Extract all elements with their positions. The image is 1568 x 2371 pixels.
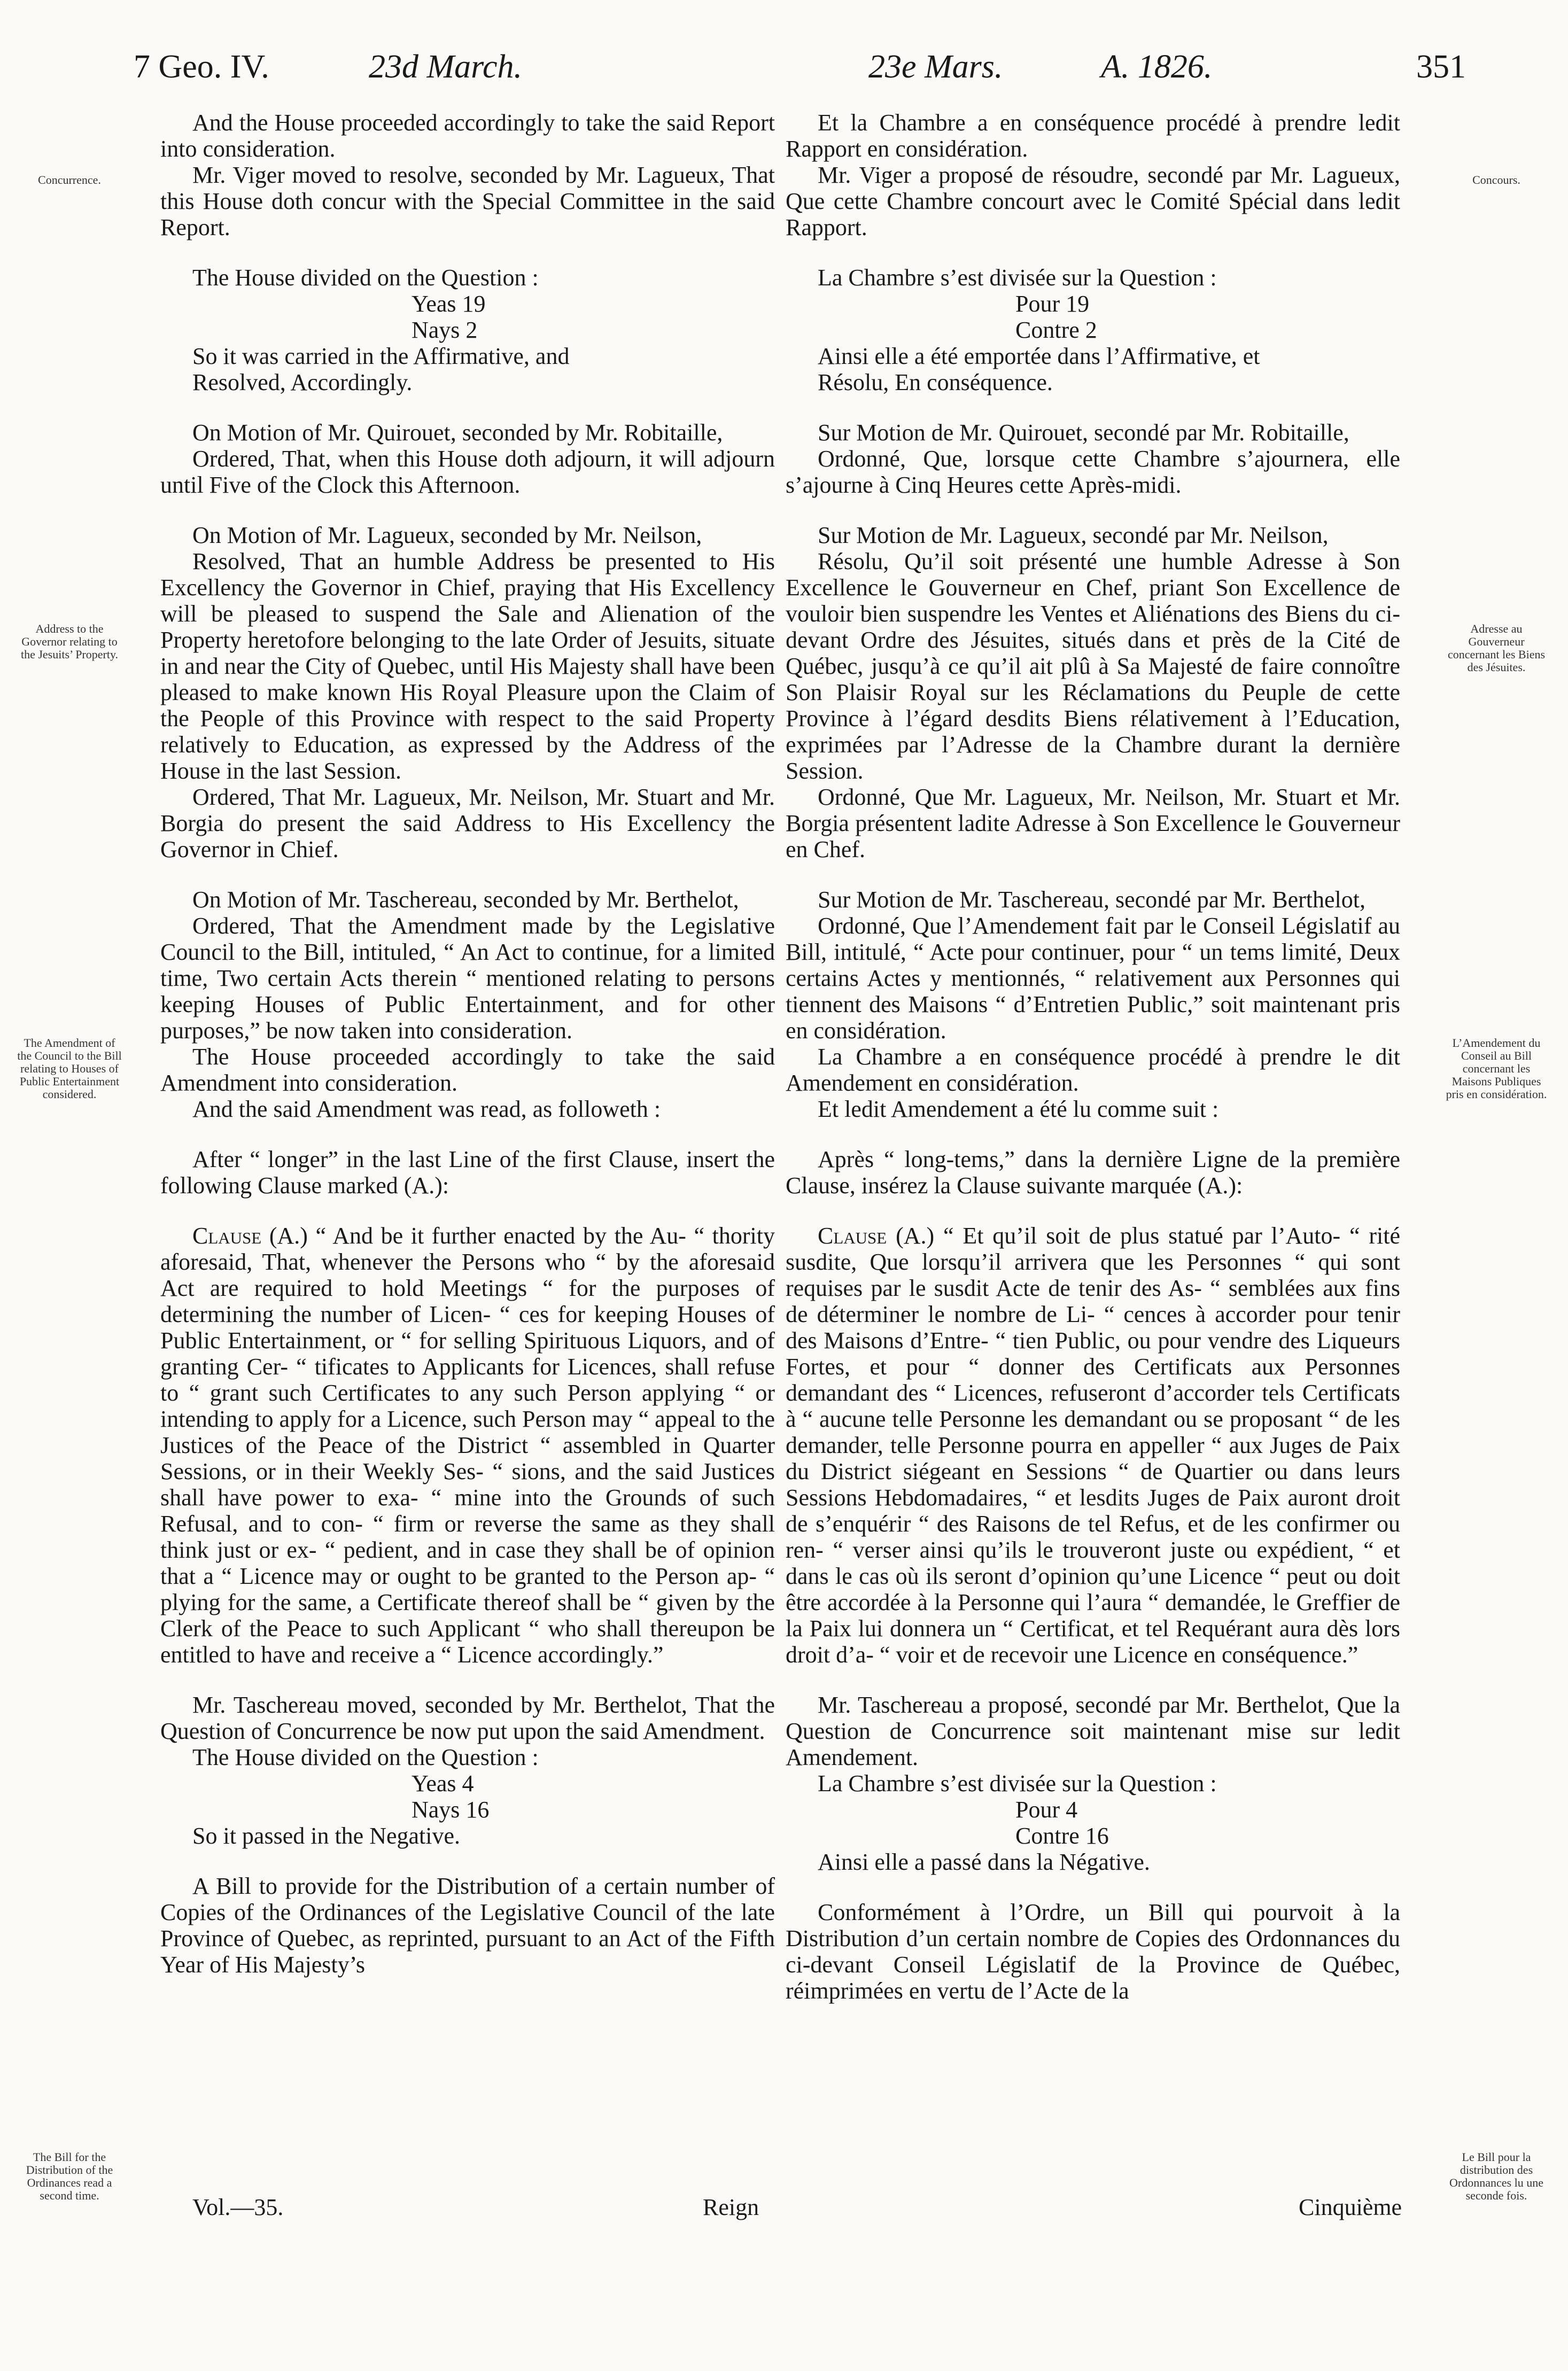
paragraph: Ainsi elle a passé dans la Négative. bbox=[818, 1849, 1150, 1875]
margin-note-address: Address to the Governor relating to the Jesuits’ Property. bbox=[20, 622, 119, 661]
vote-nays: Nays 16 bbox=[412, 1797, 490, 1823]
page-header bbox=[0, 48, 1568, 102]
vote-yeas: Yeas 19 bbox=[412, 291, 486, 317]
vote-pour: Pour 4 bbox=[1015, 1797, 1078, 1823]
paragraph: Mr. Taschereau a proposé, secondé par Mr. Berthelot, Que la Question de Concurrence soit maintenant mise sur ledit Amendement. bbox=[786, 1692, 1400, 1770]
margin-note-concurrence: Concurrence. bbox=[38, 173, 101, 186]
paragraph: Mr. Viger moved to resolve, seconded by Mr. Lagueux, That this House doth concur with the Special Committee in the said Report. bbox=[160, 162, 775, 240]
paragraph: The House divided on the Question : bbox=[192, 1744, 539, 1770]
paragraph: On Motion of Mr. Quirouet, seconded by Mr. Robitaille, bbox=[192, 419, 723, 446]
paragraph: Ordered, That Mr. Lagueux, Mr. Neilson, Mr. Stuart and Mr. Borgia do present the said Address to His Excellency the Governor in Chief. bbox=[160, 784, 775, 862]
page-number: 351 bbox=[1416, 49, 1466, 85]
signature-mark: Vol.—35. bbox=[192, 2194, 284, 2220]
french-column bbox=[786, 110, 1400, 2004]
paragraph: Sur Motion de Mr. Quirouet, secondé par Mr. Robitaille, bbox=[818, 419, 1349, 446]
vote-contre: Contre 16 bbox=[1015, 1823, 1109, 1849]
paragraph: Après “ long-tems,” dans la dernière Ligne de la première Clause, insérez la Clause suivante marquée (A.): bbox=[786, 1146, 1400, 1199]
paragraph: Et la Chambre a en conséquence procédé à prendre ledit Rapport en considération. bbox=[786, 110, 1400, 162]
margin-note-adresse: Adresse au Gouverneur concernant les Biens des Jésuites. bbox=[1447, 622, 1546, 674]
paragraph: Sur Motion de Mr. Taschereau, secondé par Mr. Berthelot, bbox=[818, 887, 1365, 913]
paragraph: Résolu, En conséquence. bbox=[818, 369, 1053, 395]
paragraph: So it passed in the Negative. bbox=[192, 1823, 461, 1849]
clause-text bbox=[160, 1223, 775, 1668]
clause-label: Clause (A.) bbox=[818, 1223, 935, 1249]
paragraph: Ainsi elle a été emportée dans l’Affirmative, et bbox=[818, 343, 1260, 369]
paragraph: The House proceeded accordingly to take the said Amendment into consideration. bbox=[160, 1044, 775, 1096]
paragraph: Conformément à l’Ordre, un Bill qui pourvoit à la Distribution d’un certain nombre de Copies des Ordonnances du ci-devant Conseil Législatif de la Province de Québec, réimprimées en vertu de l’Acte de la bbox=[786, 1899, 1400, 2004]
paragraph: After “ longer” in the last Line of the first Clause, insert the following Clause marked (A.): bbox=[160, 1146, 775, 1199]
vote-yeas: Yeas 4 bbox=[412, 1770, 474, 1797]
clause-text bbox=[786, 1223, 1400, 1668]
paragraph: On Motion of Mr. Lagueux, seconded by Mr. Neilson, bbox=[192, 522, 702, 548]
margin-note-amendement: L’Amendement du Conseil au Bill concernant les Maisons Publiques pris en considération. bbox=[1446, 1036, 1547, 1101]
margin-note-bill-fr: Le Bill pour la distribution des Ordonnances lu une seconde fois. bbox=[1449, 2150, 1543, 2202]
paragraph: Mr. Viger a proposé de résoudre, secondé par Mr. Lagueux, Que cette Chambre concourt avec le Comité Spécial dans ledit Rapport. bbox=[786, 162, 1400, 240]
year: A. 1826. bbox=[1101, 49, 1213, 85]
date-english: 23d March. bbox=[369, 49, 522, 85]
paragraph: Ordered, That, when this House doth adjourn, it will adjourn until Five of the Clock this Afternoon. bbox=[160, 446, 775, 498]
paragraph: So it was carried in the Affirmative, and bbox=[192, 343, 570, 369]
date-french: 23e Mars. bbox=[868, 49, 1003, 85]
regnal-year: 7 Geo. IV. bbox=[134, 49, 269, 85]
paragraph: On Motion of Mr. Taschereau, seconded by Mr. Berthelot, bbox=[192, 887, 739, 913]
paragraph: A Bill to provide for the Distribution of a certain number of Copies of the Ordinances of the Legislative Council of the late Province of Quebec, as reprinted, pursuant to an Act of the Fifth Year of His Majesty’s bbox=[160, 1873, 775, 1978]
clause-label: Clause (A.) bbox=[192, 1223, 308, 1249]
paragraph: Resolved, That an humble Address be presented to His Excellency the Governor in Chief, praying that His Excellency will be pleased to suspend the Sale and Alienation of the Property heretofore belonging to the late Order of Jesuits, situate in and near the City of Quebec, until His Majesty shall have been pleased to make known His Royal Pleasure upon the Claim of the People of this Province with respect to the said Property relatively to Education, as expressed by the Address of the House in the last Session. bbox=[160, 548, 775, 784]
paragraph: Et ledit Amendement a été lu comme suit : bbox=[818, 1096, 1219, 1122]
catchword-english: Reign bbox=[703, 2194, 759, 2220]
paragraph: Résolu, Qu’il soit présenté une humble Adresse à Son Excellence le Gouverneur en Chef, priant Son Excellence de vouloir bien suspendre les Ventes et Aliénations des Biens du ci-devant Ordre des Jésuites, situés dans et près de la Cité de Québec, jusqu’à ce qu’il ait plû à Sa Majesté de faire connoître Son Plaisir Royal sur les Réclamations du Peuple de cette Province à l’égard desdits Biens rélativement à l’Education, exprimées par l’Adresse de la Chambre durant la dernière Session. bbox=[786, 548, 1400, 784]
paragraph: Ordered, That the Amendment made by the Legislative Council to the Bill, intituled, “ An Act to continue, for a limited time, Two certain Acts therein “ mentioned relating to persons keeping Houses of Public Entertainment, and for other purposes,” be now taken into consideration. bbox=[160, 913, 775, 1044]
paragraph: And the House proceeded accordingly to take the said Report into consideration. bbox=[160, 110, 775, 162]
paragraph: Sur Motion de Mr. Lagueux, secondé par Mr. Neilson, bbox=[818, 522, 1329, 548]
clause-body: “ Et qu’il soit de plus statué par l’Auto- “ rité susdite, Que lorsqu’il arrivera que les Personnes “ qui sont requises par le susdit Acte de tenir des As- “ semblées aux fins de déterminer le nombre de Li- “ cences à accorder pour tenir des Maisons d’Entre- “ tien Public, ou pour vendre des Liqueurs Fortes, et pour “ donner des Certificats aux Personnes demandant des “ Licences, refuseront d’accorder tels Certificats à “ aucune telle Personne les demandant ou se proposant “ de les demander, telle Personne pourra en appeller “ aux Juges de Paix du District siégeant en Sessions “ de Quartier ou dans leurs Sessions Hebdomadaires, “ et lesdits Juges de Paix auront droit de s’enquérir “ des Raisons de tel Refus, et de les confirmer ou ren- “ verser ainsi qu’ils le trouveront juste ou expédient, “ et dans le cas où ils seront d’opinion qu’une Licence “ peut ou doit être accordée à la Personne qui l’aura “ demandée, le Greffier de la Paix lui donnera un “ Certificat, et tel Requérant aura dès lors droit d’a- “ voir et de recevoir une Licence en conséquence.” bbox=[786, 1223, 1401, 1668]
english-column bbox=[160, 110, 775, 1978]
paragraph: Ordonné, Que l’Amendement fait par le Conseil Législatif au Bill, intitulé, “ Acte pour continuer, pour “ un tems limité, Deux certains Actes y mentionnés, “ relativement aux Personnes qui tiennent des Maisons “ d’Entretien Public,” soit maintenant pris en considération. bbox=[786, 913, 1400, 1044]
vote-nays: Nays 2 bbox=[412, 317, 478, 343]
paragraph: Ordonné, Que, lorsque cette Chambre s’ajournera, elle s’ajourne à Cinq Heures cette Après-midi. bbox=[786, 446, 1400, 498]
paragraph: La Chambre a en conséquence procédé à prendre le dit Amendement en considération. bbox=[786, 1044, 1400, 1096]
paragraph: Mr. Taschereau moved, seconded by Mr. Berthelot, That the Question of Concurrence be now put upon the said Amendment. bbox=[160, 1692, 775, 1744]
paragraph: And the said Amendment was read, as followeth : bbox=[192, 1096, 661, 1122]
margin-note-bill: The Bill for the Distribution of the Ordinances read a second time. bbox=[26, 2150, 113, 2202]
paragraph: The House divided on the Question : bbox=[192, 265, 539, 291]
paragraph: La Chambre s’est divisée sur la Question : bbox=[818, 265, 1217, 291]
catchword-french: Cinquième bbox=[1299, 2194, 1402, 2220]
vote-contre: Contre 2 bbox=[1015, 317, 1097, 343]
margin-note-amendment: The Amendment of the Council to the Bill relating to Houses of Public Entertainment considered. bbox=[17, 1036, 122, 1101]
paragraph: Ordonné, Que Mr. Lagueux, Mr. Neilson, Mr. Stuart et Mr. Borgia présentent ladite Adresse à Son Excellence le Gouverneur en Chef. bbox=[786, 784, 1400, 862]
clause-body: “ And be it further enacted by the Au- “ thority aforesaid, That, whenever the Persons who “ by the aforesaid Act are required to hold Meetings “ for the purposes of determining the number of Licen- “ ces for keeping Houses of Public Entertainment, or “ for selling Spirituous Liquors, and of granting Cer- “ tificates to Applicants for Licences, shall refuse to “ grant such Certificates to any such Person applying “ or intending to apply for a Licence, such Person may “ appeal to the Justices of the Peace of the District “ assembled in Quarter Sessions, or in their Weekly Ses- “ sions, and the said Justices shall have power to exa- “ mine into the Grounds of such Refusal, and to con- “ firm or reverse the same as they shall think just or ex- “ pedient, and in case they shall be of opinion that a “ Licence may or ought to be granted to the Person ap- “ plying for the same, a Certificate thereof shall be “ given by the Clerk of the Peace to such Applicant “ who shall thereupon be entitled to have and receive a “ Licence accordingly.” bbox=[160, 1223, 775, 1668]
vote-pour: Pour 19 bbox=[1015, 291, 1090, 317]
paragraph: Resolved, Accordingly. bbox=[192, 369, 413, 395]
paragraph: La Chambre s’est divisée sur la Question : bbox=[818, 1770, 1217, 1797]
margin-note-concours: Concours. bbox=[1472, 173, 1520, 186]
